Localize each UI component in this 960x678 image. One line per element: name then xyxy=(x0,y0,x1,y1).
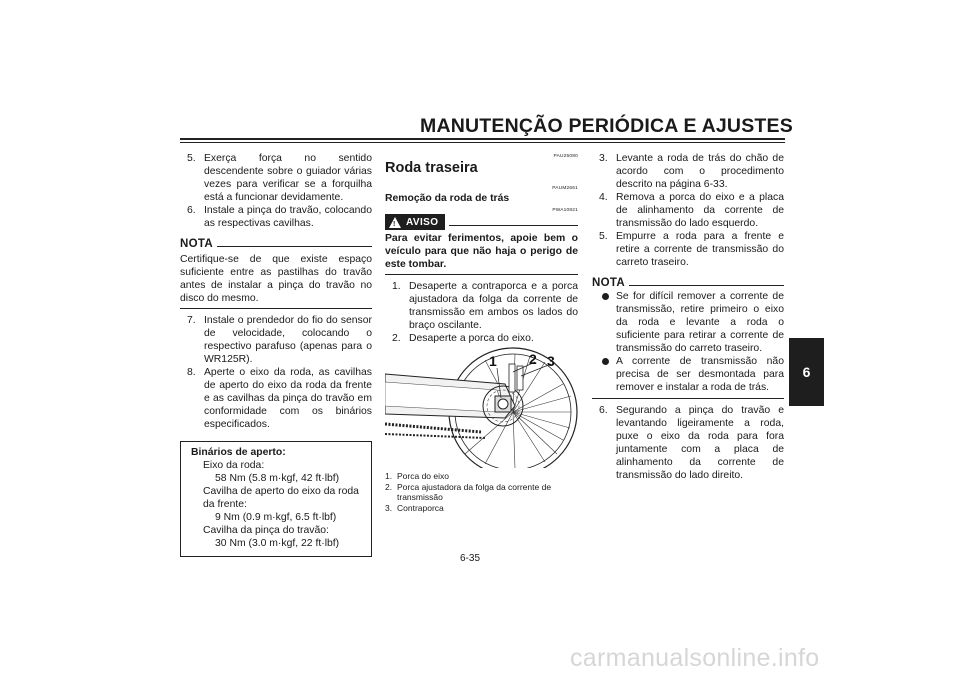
torque-title: Binários de aperto: xyxy=(191,447,286,458)
figure-label-2: 2 xyxy=(529,351,537,367)
item-text: Aperte o eixo da roda, as cavilhas de aperto do eixo da roda da frente e as cavilhas da pinça do travão em conformidade com os binários especificados. xyxy=(204,367,372,430)
rear-wheel-axle-figure xyxy=(385,344,578,468)
section-heading: Roda traseira xyxy=(385,160,478,176)
caption-item xyxy=(385,482,578,503)
bullet-text: Se for difícil remover a corrente de transmissão, retire primeiro o eixo da roda e levante a roda o suficiente para retirar a corrente de transmissão do carreto traseiro. xyxy=(616,291,784,354)
item-text: Remova a porca do eixo e a placa de alinhamento da corrente de transmissão do lado esquerdo. xyxy=(616,192,784,229)
item-number: 5. xyxy=(187,153,196,164)
nota-text: Certifique-se de que existe espaço suficiente entre as pastilhas do travão antes de instalar a pinça do travão no disco do mesmo. xyxy=(180,254,372,304)
nota-rule xyxy=(629,285,784,286)
list-item xyxy=(592,191,784,230)
item-number: 5. xyxy=(599,231,608,242)
steps-list xyxy=(385,280,578,345)
nota-end-rule xyxy=(180,308,372,309)
middle-column xyxy=(385,154,578,345)
item-number: 3. xyxy=(599,153,608,164)
steps-list xyxy=(180,314,372,431)
watermark: carmanualsonline.info xyxy=(570,644,820,672)
item-number: 6. xyxy=(187,205,196,216)
torque-box xyxy=(180,441,372,557)
item-text: Instale a pinça do travão, colocando as respectivas cavilhas. xyxy=(204,205,372,229)
item-text: Desaperte a porca do eixo. xyxy=(409,333,534,344)
ref-code: PAUM2661 xyxy=(552,186,578,191)
torque-value: 58 Nm (5.8 m·kgf, 42 ft·lbf) xyxy=(215,473,340,484)
item-text: Desaperte a contraporca e a porca ajustadora da folga da corrente de transmissão em ambos os lados do braço oscilante. xyxy=(409,281,578,331)
item-number: 6. xyxy=(599,405,608,416)
torque-value: 30 Nm (3.0 m·kgf, 22 ft·lbf) xyxy=(215,538,340,549)
warning-text: Para evitar ferimentos, apoie bem o veículo para que não haja o perigo de este tombar. xyxy=(385,233,578,270)
list-item xyxy=(592,152,784,191)
warning-end-rule xyxy=(385,274,578,275)
list-item xyxy=(592,404,784,482)
bullet-item xyxy=(592,290,784,355)
torque-line: Cavilha da pinça do travão: xyxy=(203,525,329,536)
steps-list xyxy=(592,404,784,482)
nota-rule xyxy=(217,246,372,247)
figure-caption xyxy=(385,471,578,513)
item-number: 4. xyxy=(599,192,608,203)
caption-text: Porca do eixo xyxy=(397,471,449,481)
item-text: Segurando a pinça do travão e levantando ligeiramente a roda, puxe o eixo da roda para fora juntamente com a placa de alinhamento da corrente de transmissão do lado direito. xyxy=(616,405,784,481)
header-rule-thin xyxy=(180,142,785,143)
item-number: 1. xyxy=(392,281,401,292)
nota-end-rule xyxy=(592,398,784,399)
torque-value: 9 Nm (0.9 m·kgf, 6.5 ft·lbf) xyxy=(215,512,337,523)
caption-number: 2. xyxy=(385,481,393,492)
item-text: Levante a roda de trás do chão de acordo com o procedimento descrito na página 6-33. xyxy=(616,153,784,190)
right-column xyxy=(592,152,784,482)
nota-header xyxy=(180,238,372,251)
bullet-item xyxy=(592,355,784,394)
caption-item xyxy=(385,471,578,482)
bullet-text: A corrente de transmissão não precisa de ser desmontada para remover e instalar a roda de trás. xyxy=(616,356,784,393)
item-text: Instale o prendedor do fio do sensor de velocidade, colocando o respectivo parafuso (apenas para o WR125R). xyxy=(204,315,372,365)
caption-number: 1. xyxy=(385,471,393,481)
item-text: Exerça força no sentido descendente sobre o guiador várias vezes para verificar se a forquilha está a funcionar devidamente. xyxy=(204,153,372,203)
list-item xyxy=(180,152,372,204)
nota-label: NOTA xyxy=(592,277,625,289)
nota-header xyxy=(592,277,784,290)
aviso-rule xyxy=(449,225,578,226)
torque-line: Eixo da roda: xyxy=(203,460,265,471)
ref-code: PAU25080 xyxy=(553,154,578,159)
list-item xyxy=(385,280,578,332)
caption-text: Contraporca xyxy=(397,502,444,513)
sub-heading: Remoção da roda de trás xyxy=(385,193,510,204)
torque-line: Cavilha de aperto do eixo da roda da frente: xyxy=(203,486,359,510)
list-item xyxy=(180,204,372,230)
item-number: 8. xyxy=(187,367,196,378)
figure-label-1: 1 xyxy=(489,353,497,369)
list-item xyxy=(180,366,372,431)
section-tab: 6 xyxy=(789,338,824,406)
item-number: 7. xyxy=(187,315,196,326)
bullet-dot-icon xyxy=(602,293,609,300)
bullet-dot-icon xyxy=(602,358,609,365)
item-number: 2. xyxy=(392,333,401,344)
left-column xyxy=(180,152,372,557)
aviso-badge xyxy=(385,214,445,230)
caption-text: Porca ajustadora da folga da corrente de transmissão xyxy=(397,481,552,502)
aviso-header xyxy=(385,214,578,230)
ref-code: PWA10821 xyxy=(552,208,578,213)
aviso-label: AVISO xyxy=(406,216,439,228)
list-item xyxy=(180,314,372,366)
caption-number: 3. xyxy=(385,502,393,513)
header-rule-thick xyxy=(180,138,785,140)
page-number: 6-35 xyxy=(460,553,481,564)
item-text: Empurre a roda para a frente e retire a corrente de transmissão do carreto traseiro. xyxy=(616,231,784,268)
nota-label: NOTA xyxy=(180,238,213,250)
page-title: MANUTENÇÃO PERIÓDICA E AJUSTES xyxy=(420,115,793,137)
figure-label-3: 3 xyxy=(547,353,555,369)
caption-item xyxy=(385,503,578,514)
warning-triangle-icon: ! xyxy=(389,217,401,228)
list-item xyxy=(592,230,784,269)
